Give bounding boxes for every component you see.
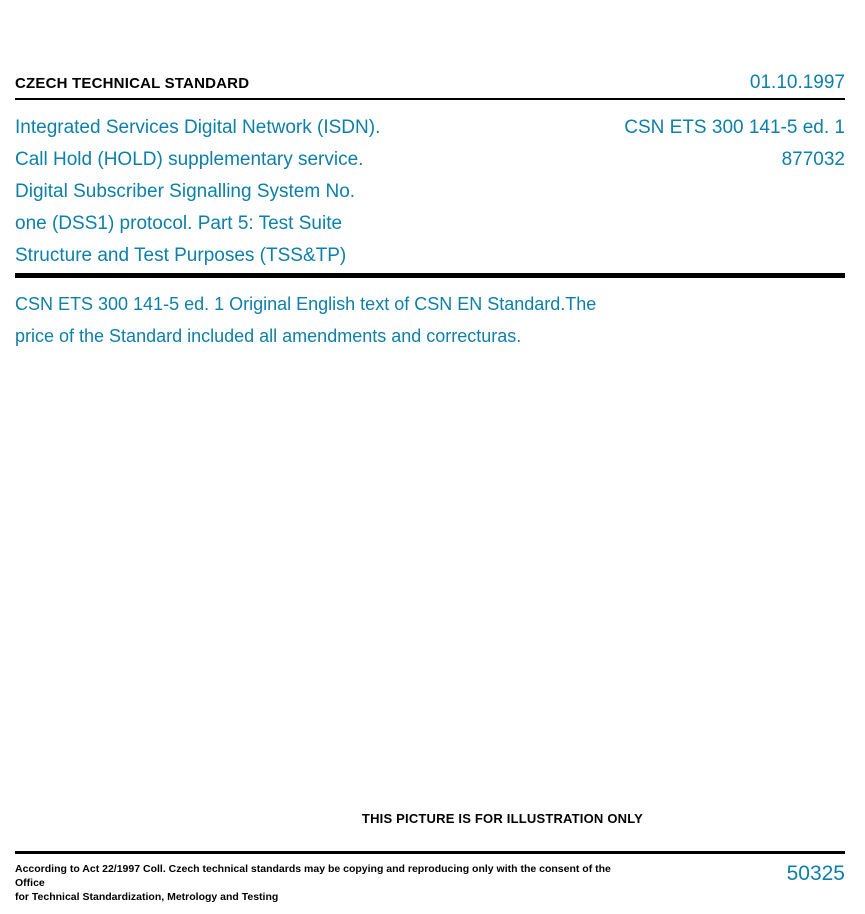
title-line: one (DSS1) protocol. Part 5: Test Suite	[15, 213, 343, 234]
standard-description	[15, 288, 795, 352]
copyright-notice-line: for Technical Standardization, Metrology and Testing	[15, 891, 279, 903]
title-divider-rule	[15, 273, 845, 278]
description-line: CSN ETS 300 141-5 ed. 1 Original English text of CSN EN Standard.The	[15, 294, 597, 314]
copyright-notice-line: According to Act 22/1997 Coll. Czech technical standards may be copying and reproducing only with the consent of the Office	[15, 863, 611, 889]
standard-reference	[425, 112, 845, 176]
copyright-notice	[15, 862, 615, 904]
catalog-code: 50325	[786, 862, 845, 885]
title-line: Digital Subscriber Signalling System No.	[15, 181, 356, 202]
document-header	[15, 72, 845, 94]
standard-number: 877032	[781, 149, 845, 170]
standard-designation: CSN ETS 300 141-5 ed. 1	[624, 117, 845, 138]
footer-divider-rule	[15, 851, 845, 854]
description-line: price of the Standard included all amendments and correcturas.	[15, 326, 522, 346]
publication-date: 01.10.1997	[749, 72, 845, 93]
standard-label: CZECH TECHNICAL STANDARD	[15, 75, 250, 92]
title-line: Integrated Services Digital Network (ISDN).	[15, 117, 381, 138]
illustration-notice: THIS PICTURE IS FOR ILLUSTRATION ONLY	[361, 811, 644, 826]
title-line: Structure and Test Purposes (TSS&TP)	[15, 245, 347, 266]
header-divider-rule	[15, 98, 845, 100]
title-line: Call Hold (HOLD) supplementary service.	[15, 149, 364, 170]
document-footer	[15, 862, 845, 904]
